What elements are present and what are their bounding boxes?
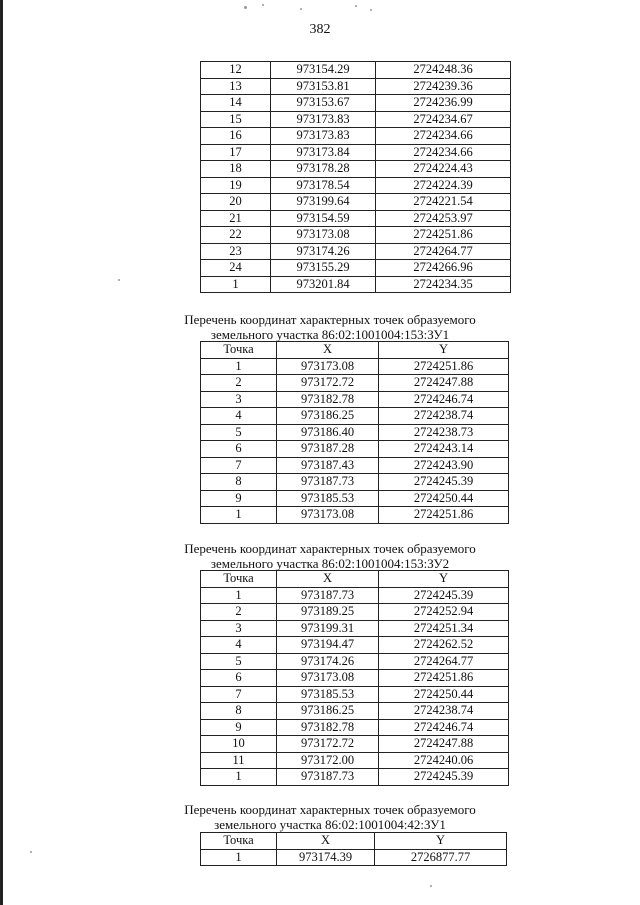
x-coordinate-cell: 973187.43 [277, 457, 379, 474]
y-coordinate-cell: 2724262.52 [379, 637, 509, 654]
x-coordinate-cell: 973174.26 [277, 653, 379, 670]
x-coordinate-cell: 973186.25 [277, 703, 379, 720]
scan-artifact [300, 8, 302, 10]
point-number-cell: 7 [201, 457, 277, 474]
y-coordinate-cell: 2724224.39 [376, 177, 511, 194]
table-row [201, 752, 509, 769]
table-row [201, 358, 509, 375]
table-row [201, 177, 511, 194]
table-row [201, 144, 511, 161]
scan-artifact [370, 9, 372, 11]
x-coordinate-cell: 973187.73 [277, 769, 379, 786]
scan-artifact [118, 279, 120, 281]
x-coordinate-cell: 973199.64 [271, 194, 376, 211]
y-coordinate-cell: 2724240.06 [379, 752, 509, 769]
table-header-row [201, 571, 509, 588]
table-row [201, 95, 511, 112]
y-coordinate-cell: 2724234.66 [376, 128, 511, 145]
y-coordinate-cell: 2724251.86 [379, 670, 509, 687]
table-row [201, 457, 509, 474]
y-coordinate-cell: 2724245.39 [379, 587, 509, 604]
table-row [201, 686, 509, 703]
point-number-cell: 1 [201, 276, 271, 293]
x-coordinate-cell: 973189.25 [277, 604, 379, 621]
table-row [201, 243, 511, 260]
table-row [201, 111, 511, 128]
x-coordinate-cell: 973173.84 [271, 144, 376, 161]
table-row [201, 391, 509, 408]
column-header: Точка [201, 833, 277, 850]
x-coordinate-cell: 973154.29 [271, 62, 376, 79]
point-number-cell: 7 [201, 686, 277, 703]
point-number-cell: 12 [201, 62, 271, 79]
table-row [201, 604, 509, 621]
table-row [201, 375, 509, 392]
coordinates-table [200, 832, 507, 866]
y-coordinate-cell: 2724251.86 [379, 358, 509, 375]
y-coordinate-cell: 2724243.90 [379, 457, 509, 474]
y-coordinate-cell: 2724239.36 [376, 78, 511, 95]
y-coordinate-cell: 2724253.97 [376, 210, 511, 227]
y-coordinate-cell: 2724251.86 [379, 507, 509, 524]
y-coordinate-cell: 2726877.77 [375, 849, 507, 866]
y-coordinate-cell: 2724246.74 [379, 719, 509, 736]
table-row [201, 194, 511, 211]
table-header-row [201, 833, 507, 850]
column-header: Точка [201, 571, 277, 588]
x-coordinate-cell: 973173.08 [277, 507, 379, 524]
y-coordinate-cell: 2724234.67 [376, 111, 511, 128]
table-row [201, 474, 509, 491]
x-coordinate-cell: 973187.28 [277, 441, 379, 458]
point-number-cell: 20 [201, 194, 271, 211]
table-row [201, 507, 509, 524]
table-title-line: Перечень координат характерных точек образуемого [184, 541, 476, 556]
point-number-cell: 16 [201, 128, 271, 145]
column-header: Y [379, 571, 509, 588]
point-number-cell: 4 [201, 408, 277, 425]
point-number-cell: 5 [201, 653, 277, 670]
point-number-cell: 1 [201, 587, 277, 604]
y-coordinate-cell: 2724245.39 [379, 769, 509, 786]
y-coordinate-cell: 2724234.66 [376, 144, 511, 161]
x-coordinate-cell: 973173.08 [277, 358, 379, 375]
x-coordinate-cell: 973172.72 [277, 736, 379, 753]
x-coordinate-cell: 973155.29 [271, 260, 376, 277]
x-coordinate-cell: 973172.72 [277, 375, 379, 392]
x-coordinate-cell: 973154.59 [271, 210, 376, 227]
y-coordinate-cell: 2724264.77 [379, 653, 509, 670]
x-coordinate-cell: 973153.67 [271, 95, 376, 112]
x-coordinate-cell: 973199.31 [277, 620, 379, 637]
x-coordinate-cell: 973174.39 [277, 849, 375, 866]
point-number-cell: 19 [201, 177, 271, 194]
table-row [201, 703, 509, 720]
column-header: Точка [201, 342, 277, 359]
table-row [201, 276, 511, 293]
table-row [201, 769, 509, 786]
scan-artifact [30, 851, 32, 853]
y-coordinate-cell: 2724236.99 [376, 95, 511, 112]
point-number-cell: 1 [201, 849, 277, 866]
column-header: X [277, 833, 375, 850]
table-row [201, 210, 511, 227]
point-number-cell: 1 [201, 358, 277, 375]
table-row [201, 128, 511, 145]
x-coordinate-cell: 973201.84 [271, 276, 376, 293]
table-row [201, 719, 509, 736]
y-coordinate-cell: 2724248.36 [376, 62, 511, 79]
y-coordinate-cell: 2724221.54 [376, 194, 511, 211]
scan-artifact [430, 885, 432, 887]
point-number-cell: 24 [201, 260, 271, 277]
column-header: Y [379, 342, 509, 359]
point-number-cell: 9 [201, 490, 277, 507]
table-row [201, 653, 509, 670]
x-coordinate-cell: 973185.53 [277, 686, 379, 703]
y-coordinate-cell: 2724266.96 [376, 260, 511, 277]
table-row [201, 260, 511, 277]
table-row [201, 490, 509, 507]
x-coordinate-cell: 973178.54 [271, 177, 376, 194]
y-coordinate-cell: 2724234.35 [376, 276, 511, 293]
scan-artifact [262, 4, 264, 6]
x-coordinate-cell: 973187.73 [277, 474, 379, 491]
y-coordinate-cell: 2724251.34 [379, 620, 509, 637]
point-number-cell: 6 [201, 670, 277, 687]
table-row [201, 408, 509, 425]
table-row [201, 227, 511, 244]
point-number-cell: 8 [201, 474, 277, 491]
table-title-line: земельного участка 86:02:1001004:153:ЗУ1 [210, 327, 450, 342]
table-row [201, 587, 509, 604]
table-row [201, 441, 509, 458]
point-number-cell: 10 [201, 736, 277, 753]
point-number-cell: 5 [201, 424, 277, 441]
y-coordinate-cell: 2724252.94 [379, 604, 509, 621]
y-coordinate-cell: 2724238.74 [379, 408, 509, 425]
y-coordinate-cell: 2724245.39 [379, 474, 509, 491]
table-title-line: Перечень координат характерных точек образуемого [184, 802, 476, 817]
x-coordinate-cell: 973186.40 [277, 424, 379, 441]
point-number-cell: 11 [201, 752, 277, 769]
table-row [201, 62, 511, 79]
point-number-cell: 1 [201, 507, 277, 524]
table-row [201, 670, 509, 687]
page-number: 382 [309, 22, 331, 37]
x-coordinate-cell: 973173.08 [277, 670, 379, 687]
table-title-line: земельного участка 86:02:1001004:42:ЗУ1 [214, 817, 446, 832]
x-coordinate-cell: 973185.53 [277, 490, 379, 507]
y-coordinate-cell: 2724247.88 [379, 736, 509, 753]
point-number-cell: 17 [201, 144, 271, 161]
point-number-cell: 2 [201, 375, 277, 392]
x-coordinate-cell: 973153.81 [271, 78, 376, 95]
table-row [201, 78, 511, 95]
x-coordinate-cell: 973182.78 [277, 391, 379, 408]
point-number-cell: 15 [201, 111, 271, 128]
x-coordinate-cell: 973178.28 [271, 161, 376, 178]
y-coordinate-cell: 2724250.44 [379, 686, 509, 703]
y-coordinate-cell: 2724224.43 [376, 161, 511, 178]
point-number-cell: 1 [201, 769, 277, 786]
x-coordinate-cell: 973172.00 [277, 752, 379, 769]
coordinates-table [200, 570, 509, 786]
table-row [201, 424, 509, 441]
point-number-cell: 3 [201, 620, 277, 637]
x-coordinate-cell: 973186.25 [277, 408, 379, 425]
y-coordinate-cell: 2724238.73 [379, 424, 509, 441]
table-row [201, 620, 509, 637]
table-row [201, 736, 509, 753]
scan-artifact [244, 6, 247, 9]
x-coordinate-cell: 973187.73 [277, 587, 379, 604]
x-coordinate-cell: 973173.83 [271, 128, 376, 145]
column-header: Y [375, 833, 507, 850]
point-number-cell: 4 [201, 637, 277, 654]
x-coordinate-cell: 973173.08 [271, 227, 376, 244]
scan-artifact [355, 5, 357, 7]
point-number-cell: 6 [201, 441, 277, 458]
table-title-line: Перечень координат характерных точек образуемого [184, 312, 476, 327]
y-coordinate-cell: 2724251.86 [376, 227, 511, 244]
y-coordinate-cell: 2724238.74 [379, 703, 509, 720]
page-left-border [0, 0, 3, 905]
table-row [201, 849, 507, 866]
x-coordinate-cell: 973182.78 [277, 719, 379, 736]
point-number-cell: 2 [201, 604, 277, 621]
point-number-cell: 21 [201, 210, 271, 227]
point-number-cell: 3 [201, 391, 277, 408]
y-coordinate-cell: 2724246.74 [379, 391, 509, 408]
table-row [201, 637, 509, 654]
point-number-cell: 18 [201, 161, 271, 178]
y-coordinate-cell: 2724243.14 [379, 441, 509, 458]
x-coordinate-cell: 973174.26 [271, 243, 376, 260]
coordinates-table [200, 341, 509, 524]
x-coordinate-cell: 973173.83 [271, 111, 376, 128]
y-coordinate-cell: 2724264.77 [376, 243, 511, 260]
point-number-cell: 22 [201, 227, 271, 244]
point-number-cell: 13 [201, 78, 271, 95]
point-number-cell: 23 [201, 243, 271, 260]
point-number-cell: 9 [201, 719, 277, 736]
column-header: X [277, 342, 379, 359]
point-number-cell: 14 [201, 95, 271, 112]
x-coordinate-cell: 973194.47 [277, 637, 379, 654]
coordinates-table [200, 61, 511, 293]
column-header: X [277, 571, 379, 588]
y-coordinate-cell: 2724247.88 [379, 375, 509, 392]
table-title-line: земельного участка 86:02:1001004:153:ЗУ2 [210, 556, 450, 571]
table-row [201, 161, 511, 178]
y-coordinate-cell: 2724250.44 [379, 490, 509, 507]
table-header-row [201, 342, 509, 359]
point-number-cell: 8 [201, 703, 277, 720]
